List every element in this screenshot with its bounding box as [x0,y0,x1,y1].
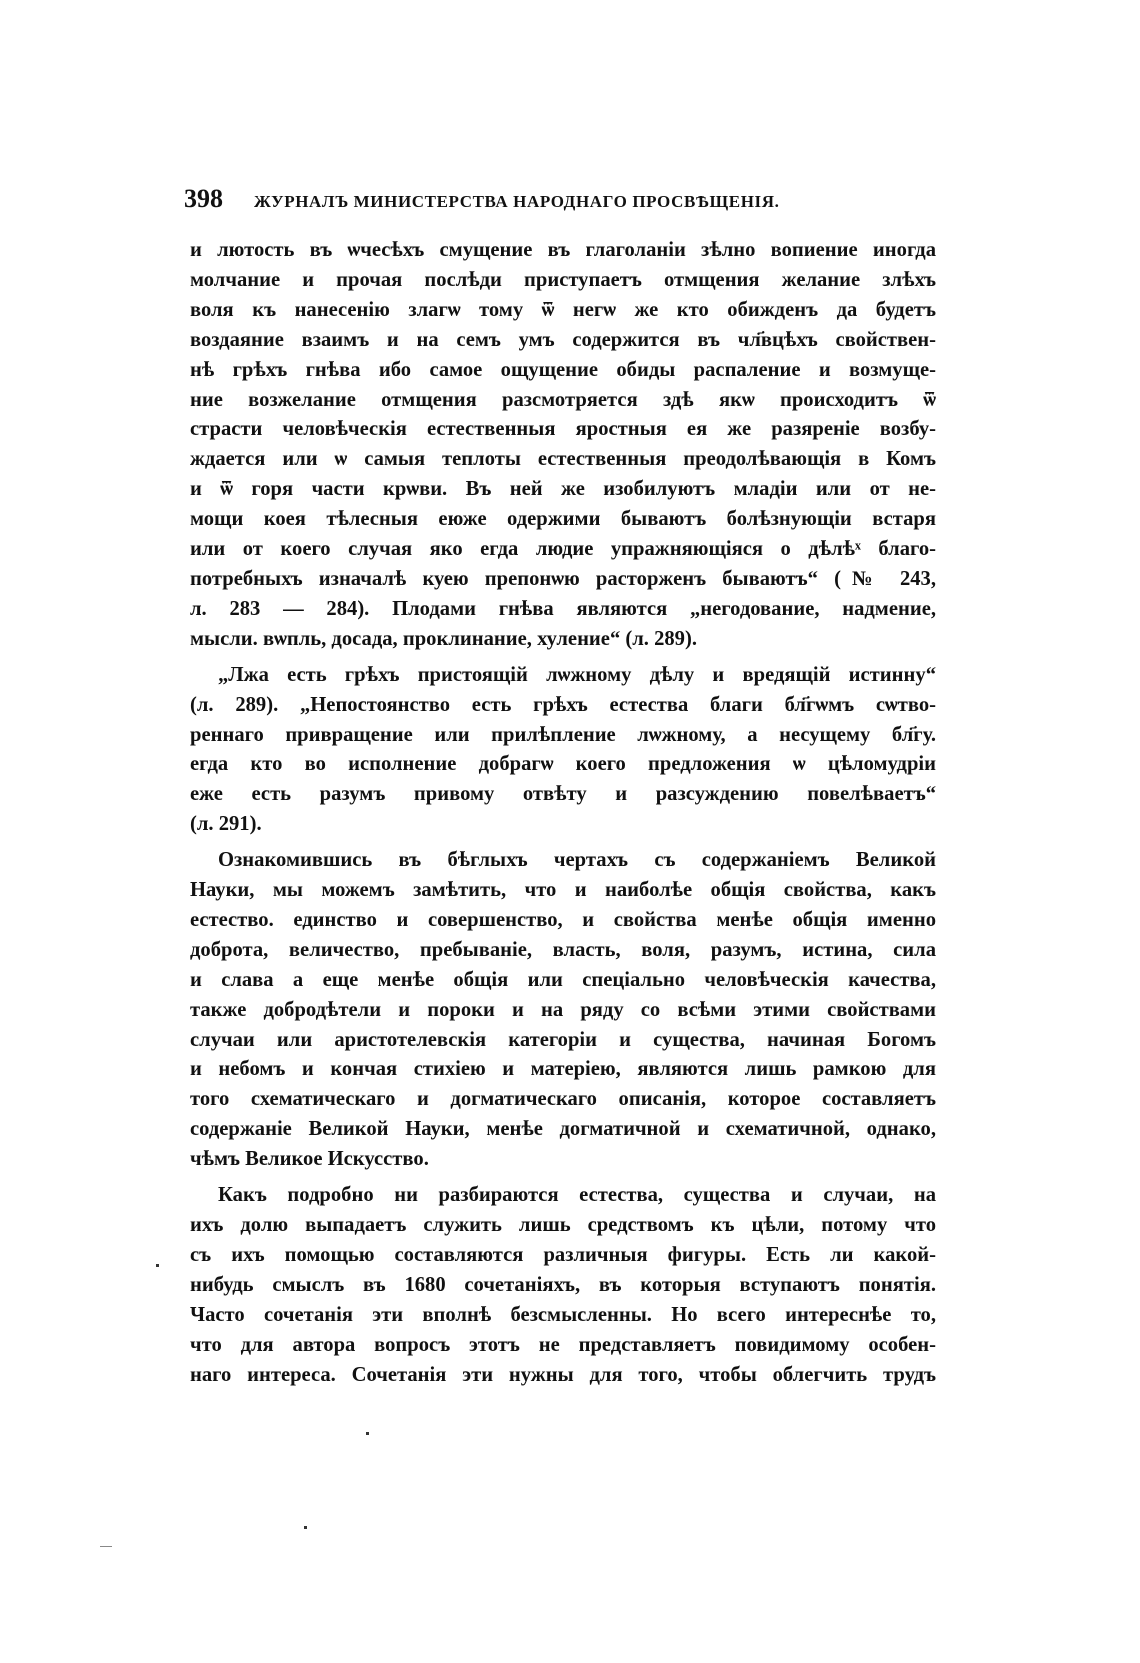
text-line: ние возжелание отмщения разсмотряется здѣ якѡ происходитъ ѿ [190,388,936,411]
text-line: и небомъ и кончая стихіею и матеріею, являются лишь рамкою для [190,1058,936,1081]
paragraph-continued [190,1211,936,1390]
text-line: (л. 291). [190,813,262,836]
paragraph-continued [190,876,936,1175]
text-line: ждается или ѡ самыя теплоты естественныя преодолѣвающія в Комъ [190,448,936,471]
text-line: также добродѣтели и пороки и на ряду со всѣми этими свойствами [190,998,936,1021]
text-line: (л. 289). „Непостоянство есть грѣхъ естества благи бл҃гѡмъ сѡтво- [190,693,936,716]
text-line: „Лжа есть грѣхъ пристоящій лѡжному дѣлу и вредящій истинну“ [218,663,936,686]
text-line: доброта, величество, пребываніе, власть, воля, разумъ, истина, сила [190,938,936,961]
text-line: мысли. вѡпль, досада, проклинание, хуление“ (л. 289). [190,627,697,650]
paragraph [190,661,936,691]
text-line: Часто сочетанія эти вполнѣ безсмысленны. Но всего интереснѣе то, [190,1303,936,1326]
text-line: Ознакомившись въ бѣглыхъ чертахъ съ содержаніемъ Великой [218,849,936,872]
page-number: 398 [184,184,223,213]
text-line: и лютость въ ѡчесѣхъ смущение въ глаголаніи зѣлно вопиение иногда [190,239,936,261]
text-line: случаи или аристотелевскія категоріи и существа, начиная Богомъ [190,1028,936,1051]
scan-speck [100,1546,112,1547]
text-line: егда кто во исполнение добрагѡ коего предложения ѡ цѣломудріи [190,753,936,776]
text-line: нибудь смыслъ въ 1680 сочетаніяхъ, въ которыя вступаютъ понятія. [190,1273,936,1296]
text-line: съ ихъ помощью составляются различныя фигуры. Есть ли какой- [190,1243,936,1266]
scan-speck [366,1432,369,1435]
paragraph-continued [190,691,936,841]
text-line: мощи коея тѣлесныя еюже одержими бываютъ болѣзнующіи встаря [190,508,936,531]
text-line: чѣмъ Великое Искусство. [190,1148,429,1171]
body-text [190,236,936,1396]
text-line: потребныхъ изначалѣ куею препонѡю расторженъ бываютъ“ (№ 243, [190,567,936,590]
text-line: или от коего случая яко егда людие упражняющіяся о дѣлѣˣ благо- [190,538,936,561]
text-line: ихъ долю выпадаетъ служить лишь средствомъ къ цѣли, потому что [190,1214,936,1236]
running-title: ЖУРНАЛЪ МИНИСТЕРСТВА НАРОДНАГО ПРОСВѢЩЕНІЯ. [254,192,780,211]
page-header [184,184,934,218]
paragraph [190,846,936,876]
paragraph [190,236,936,655]
text-line: того схематическаго и догматическаго описанія, которое составляетъ [190,1088,936,1111]
scan-speck [156,1264,159,1267]
text-line: страсти человѣческія естественныя яростныя ея же разяреніе возбу- [190,418,936,441]
text-line: наго интереса. Сочетанія эти нужны для того, чтобы облегчить трудъ [190,1363,936,1386]
text-line: Науки, мы можемъ замѣтить, что и наиболѣе общія свойства, какъ [190,879,936,902]
text-line: реннаго привращение или прилѣпление лѡжному, а несущему бл҃гу. [190,723,936,746]
text-line: что для автора вопросъ этотъ не представляетъ повидимому особен- [190,1333,936,1356]
text-line: молчание и прочая послѣди приступаетъ отмщения желание злѣхъ [190,268,936,291]
scan-speck [304,1526,307,1529]
text-line: и слава а еще менѣе общія или спеціально человѣческія качества, [190,968,936,991]
text-line: содержаніе Великой Науки, менѣе догматичной и схематичной, однако, [190,1118,936,1141]
text-line: еже есть разумъ привому отвѣту и разсуждению повелѣваетъ“ [190,783,936,806]
text-line: нѣ грѣхъ гнѣва ибо самое ощущение обиды распаление и возмуще- [190,358,936,381]
text-line: л. 283 — 284). Плодами гнѣва являются „негодование, надмение, [190,597,936,620]
text-line: воздаяние взаимъ и на семъ умъ содержится въ чл҃вцѣхъ свойствен- [190,328,936,351]
text-line: Какъ подробно ни разбираются естества, существа и случаи, на [218,1184,936,1207]
paragraph [190,1181,936,1211]
text-line: и ѿ горя части крѡви. Въ ней же изобилуютъ младіи или от не- [190,478,936,501]
text-line: воля къ нанесенію злагѡ тому ѿ негѡ же кто обижденъ да будетъ [190,298,936,321]
text-line: естество. единство и совершенство, и свойства менѣе общія именно [190,908,936,931]
